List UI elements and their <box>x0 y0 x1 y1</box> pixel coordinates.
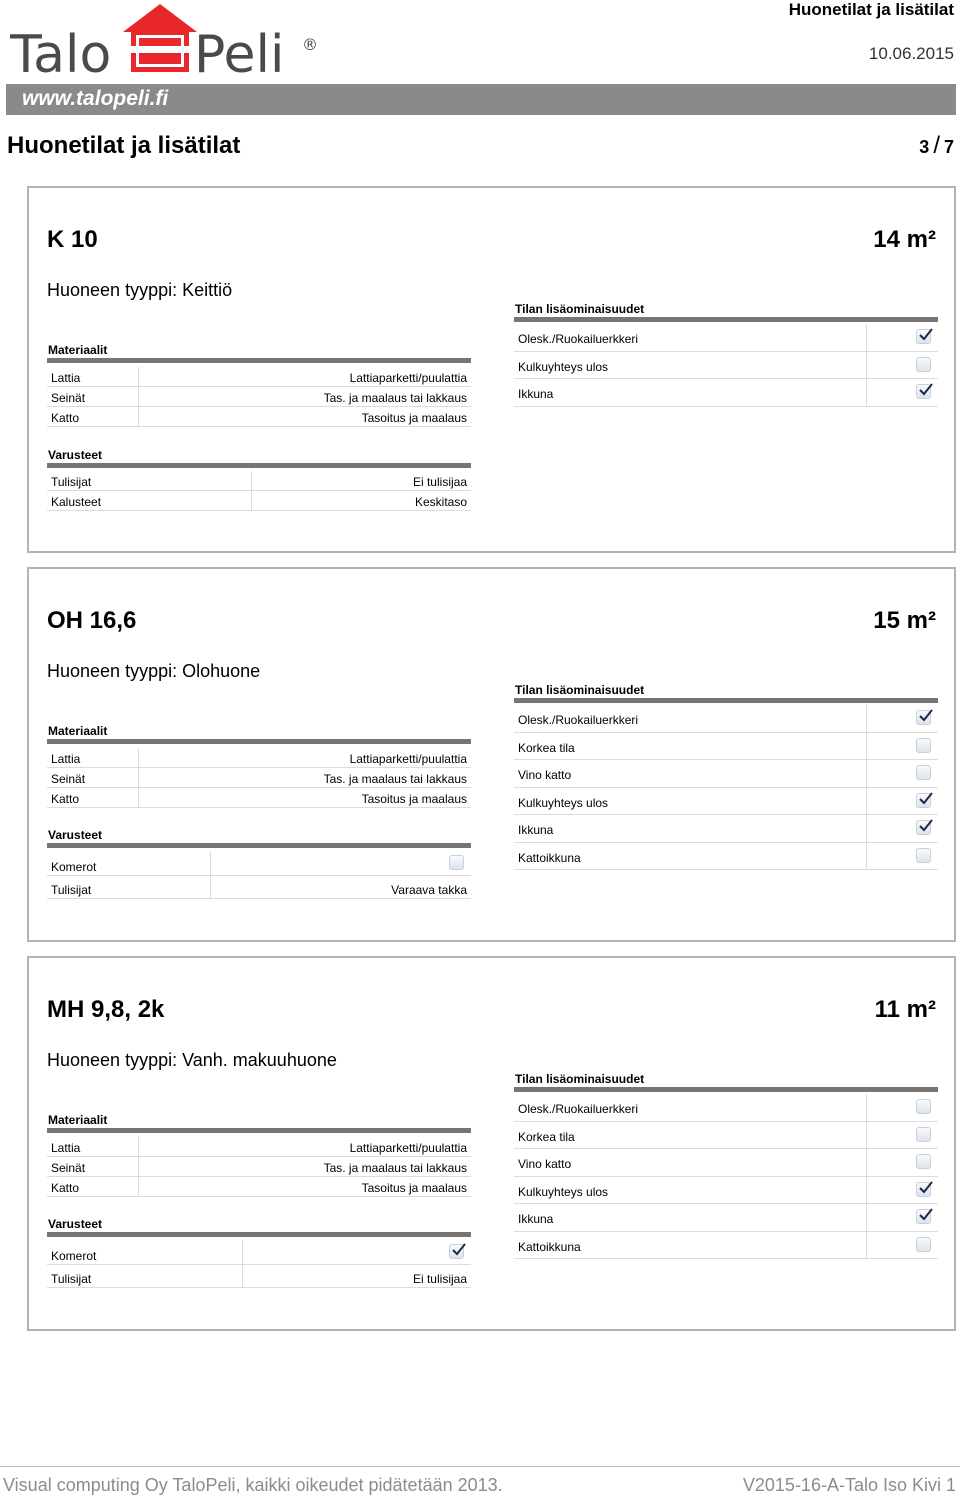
feature-row: Korkea tila <box>514 733 938 761</box>
check-icon <box>451 1243 467 1257</box>
table-row: Katto Tasoitus ja maalaus <box>47 407 471 427</box>
table-row: Tulisijat Ei tulisijaa <box>47 471 471 491</box>
materials-heading: Materiaalit <box>48 724 108 738</box>
materials-table <box>47 1137 471 1197</box>
section-bar <box>47 358 471 363</box>
table-row: Lattia Lattiaparketti/puulattia <box>47 748 471 768</box>
table-row: Lattia Lattiaparketti/puulattia <box>47 1137 471 1157</box>
page-title: Huonetilat ja lisätilat <box>7 132 241 159</box>
equipment-table <box>47 1240 471 1288</box>
equipment-heading: Varusteet <box>48 1217 103 1231</box>
section-bar <box>514 317 938 322</box>
feature-row: Ikkuna <box>514 1204 938 1232</box>
table-row: Tulisijat Varaava takka <box>47 876 471 899</box>
check-icon <box>918 1208 934 1222</box>
room-type: Huoneen tyyppi: Olohuone <box>47 661 261 681</box>
house-icon <box>123 4 197 72</box>
check-icon <box>918 819 934 833</box>
page-total: 7 <box>943 137 954 157</box>
room-name: OH 16,6 <box>47 607 137 634</box>
document-title: Huonetilat ja lisätilat <box>788 0 954 19</box>
feature-checkbox[interactable] <box>916 1099 931 1114</box>
feature-checkbox[interactable] <box>916 384 931 399</box>
check-icon <box>918 709 934 723</box>
equipment-heading: Varusteet <box>48 828 103 842</box>
materials-heading: Materiaalit <box>48 1113 108 1127</box>
komerot-checkbox[interactable] <box>449 855 464 870</box>
check-icon <box>918 1181 934 1195</box>
section-bar <box>47 1232 471 1237</box>
materials-table <box>47 367 471 427</box>
equipment-table <box>47 851 471 899</box>
check-icon <box>918 328 934 342</box>
feature-checkbox[interactable] <box>916 793 931 808</box>
feature-checkbox[interactable] <box>916 357 931 372</box>
table-row: Lattia Lattiaparketti/puulattia <box>47 367 471 387</box>
feature-checkbox[interactable] <box>916 848 931 863</box>
feature-row: Olesk./Ruokailuerkkeri <box>514 705 938 733</box>
footer-copyright: Visual computing Oy TaloPeli, kaikki oikeudet pidätetään 2013. <box>3 1475 503 1495</box>
feature-checkbox[interactable] <box>916 1237 931 1252</box>
feature-row: Kulkuyhteys ulos <box>514 788 938 816</box>
section-bar <box>47 1128 471 1133</box>
feature-row: Kulkuyhteys ulos <box>514 352 938 380</box>
room-name: K 10 <box>47 226 98 253</box>
section-bar <box>47 843 471 848</box>
section-bar <box>47 739 471 744</box>
features-table <box>514 324 938 407</box>
page-header <box>0 0 960 120</box>
table-row: Komerot <box>47 851 471 876</box>
komerot-checkbox[interactable] <box>449 1244 464 1259</box>
page-number <box>919 132 954 160</box>
talopeli-logo <box>10 4 322 78</box>
extras-heading: Tilan lisäominaisuudet <box>515 683 645 697</box>
feature-checkbox[interactable] <box>916 1182 931 1197</box>
logo-text-left: Talo <box>10 25 112 78</box>
materials-heading: Materiaalit <box>48 343 108 357</box>
table-row: Seinät Tas. ja maalaus tai lakkaus <box>47 387 471 407</box>
footer-version: V2015-16-A-Talo Iso Kivi 1 <box>742 1475 956 1495</box>
feature-checkbox[interactable] <box>916 820 931 835</box>
feature-checkbox[interactable] <box>916 738 931 753</box>
table-row: Katto Tasoitus ja maalaus <box>47 1177 471 1197</box>
extras-heading: Tilan lisäominaisuudet <box>515 1072 645 1086</box>
document-date: 10.06.2015 <box>868 44 954 63</box>
page-separator: / <box>933 132 940 159</box>
room-area: 15 m² <box>873 607 936 634</box>
section-bar <box>514 698 938 703</box>
room-type: Huoneen tyyppi: Vanh. makuuhuone <box>47 1050 337 1070</box>
feature-row: Olesk./Ruokailuerkkeri <box>514 324 938 352</box>
room-card <box>27 567 956 942</box>
table-row: Seinät Tas. ja maalaus tai lakkaus <box>47 768 471 788</box>
footer-divider <box>0 1466 960 1467</box>
feature-checkbox[interactable] <box>916 1154 931 1169</box>
feature-row: Kulkuyhteys ulos <box>514 1177 938 1205</box>
table-row: Seinät Tas. ja maalaus tai lakkaus <box>47 1157 471 1177</box>
feature-row: Kattoikkuna <box>514 1232 938 1260</box>
url-bar <box>6 84 956 115</box>
room-area: 14 m² <box>873 226 936 253</box>
section-bar <box>47 463 471 468</box>
table-row: Kalusteet Keskitaso <box>47 491 471 511</box>
table-row: Komerot <box>47 1240 471 1265</box>
feature-row: Ikkuna <box>514 379 938 407</box>
check-icon <box>918 792 934 806</box>
page-current: 3 <box>919 137 930 157</box>
room-card <box>27 186 956 553</box>
equipment-heading: Varusteet <box>48 448 103 462</box>
registered-mark: ® <box>302 35 318 54</box>
room-card <box>27 956 956 1331</box>
materials-table <box>47 748 471 808</box>
table-row: Katto Tasoitus ja maalaus <box>47 788 471 808</box>
room-type: Huoneen tyyppi: Keittiö <box>47 280 233 300</box>
feature-checkbox[interactable] <box>916 710 931 725</box>
feature-checkbox[interactable] <box>916 1209 931 1224</box>
extras-heading: Tilan lisäominaisuudet <box>515 302 645 316</box>
feature-row: Olesk./Ruokailuerkkeri <box>514 1094 938 1122</box>
check-icon <box>918 383 934 397</box>
feature-row: Korkea tila <box>514 1122 938 1150</box>
room-name: MH 9,8, 2k <box>47 996 165 1023</box>
section-bar <box>514 1087 938 1092</box>
equipment-table <box>47 471 471 511</box>
feature-checkbox[interactable] <box>916 329 931 344</box>
feature-checkbox[interactable] <box>916 765 931 780</box>
feature-row: Vino katto <box>514 1149 938 1177</box>
feature-checkbox[interactable] <box>916 1127 931 1142</box>
logo-text-right: Peli <box>194 25 285 78</box>
feature-row: Kattoikkuna <box>514 843 938 871</box>
room-area: 11 m² <box>874 996 936 1023</box>
table-row: Tulisijat Ei tulisijaa <box>47 1265 471 1288</box>
features-table <box>514 1094 938 1259</box>
features-table <box>514 705 938 870</box>
feature-row: Ikkuna <box>514 815 938 843</box>
website-url[interactable]: www.talopeli.fi <box>22 87 169 110</box>
feature-row: Vino katto <box>514 760 938 788</box>
